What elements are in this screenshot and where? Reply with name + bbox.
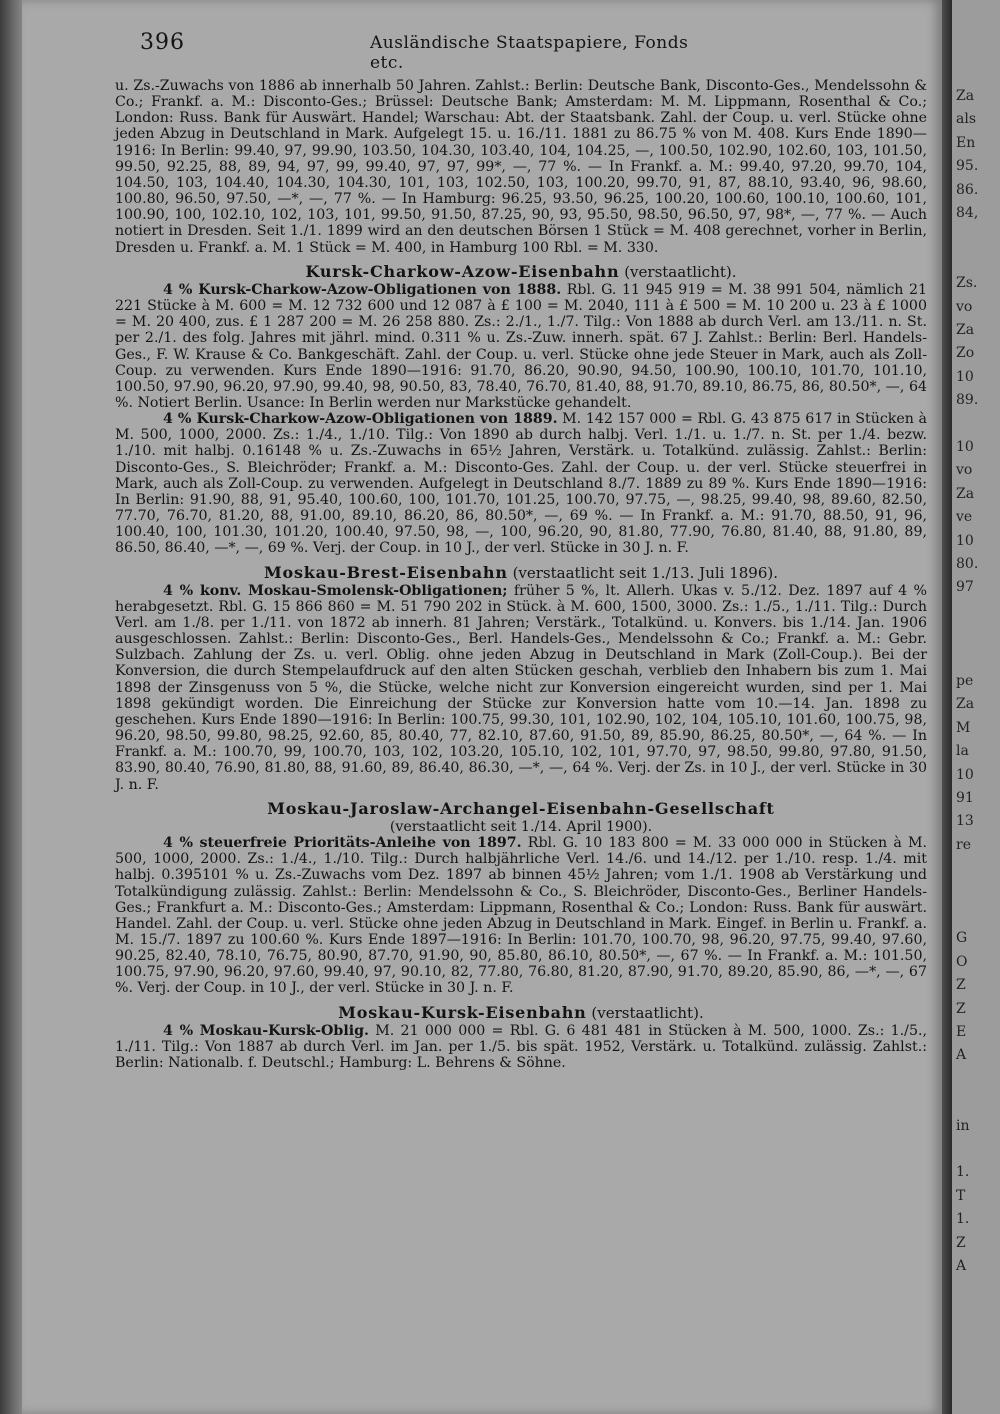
- adjacent-page-fragment: Z: [956, 1234, 966, 1251]
- adjacent-page-fragment: G: [956, 930, 968, 947]
- adjacent-page-fragment: Z: [956, 1000, 966, 1017]
- adjacent-page-fragment: E: [956, 1024, 967, 1040]
- paragraph-lead: 4 % Kursk-Charkow-Azow-Obligationen von 1889.: [163, 411, 558, 428]
- adjacent-page-fragment: Zs.: [956, 275, 978, 292]
- adjacent-page-fragment: 97: [956, 579, 974, 596]
- adjacent-page-fragment: A: [956, 1258, 967, 1274]
- adjacent-page-fragment: vo: [956, 462, 973, 479]
- adjacent-page-fragment: vo: [956, 298, 973, 315]
- adjacent-page-fragment: 10: [956, 532, 974, 549]
- section-heading-note: (verstaatlicht).: [591, 1003, 704, 1022]
- adjacent-page-fragment: En: [956, 134, 976, 151]
- page-body: [115, 78, 927, 1071]
- adjacent-page-fragment: Za: [956, 88, 975, 104]
- adjacent-page-fragment: 84,: [956, 205, 979, 221]
- paragraph-text: Rbl. G. 10 183 800 = M. 33 000 000 in Stücken à M. 500, 1000, 2000. Zs.: 1./4., 1./10. Tilg.: Durch halbjährliche Verl. 14./6. und 14./12. per 1./10. resp. 1./4. mit halbj. 0.395101 % u. Zs.-Zuwachs vom Dez. 1897 ab binnen 45½ Jahren; vom 1./1. 1908 ab Verstärkung und Totalkündigung zulässig. Zahlst.: Berlin: Mendelssohn & Co., S. Bleichröder, Disconto-Ges., Berliner Handels-Ges.; Frankfurt a. M.: Disconto-Ges.; Amsterdam: Lippmann, Rosenthal & Co.; London: Russ. Bank für auswärt. Handel. Zahl. der Coup. u. verl. Stücke ohne jeden Abzug in Deutschland in Mark. Eingef. in Berlin u. Frankf. a. M. 15./7. 1897 zu 100.60 %. Kurs Ende 1897—1916: In Berlin: 101.70, 100.70, 98, 96.20, 97.75, 99.40, 97.60, 90.25, 82.40, 78.10, 76.75, 80.90, 87.70, 91.90, 90, 85.80, 86.10, 80.50*, —, 67 %. — In Frankf. a. M.: 101.50, 100.75, 97.90, 96.20, 97.60, 99.40, 97, 90.10, 82, 77.80, 76.80, 81.20, 87.90, 91.70, 89.20, 85.90, 86, —*, —, 67 %. Verj. der Coup. in 10 J., der verl. Stücke in 30 J. n. F.: [115, 835, 927, 997]
- section-heading-title: Moskau-Brest-Eisenbahn: [263, 562, 508, 582]
- book-gutter: [942, 0, 952, 1414]
- adjacent-page-fragment: 1.: [956, 1211, 970, 1228]
- running-title: Ausländische Staatspapiere, Fonds etc.: [370, 33, 689, 73]
- paragraph-text: Rbl. G. 11 945 919 = M. 38 991 504, nämlich 21 221 Stücke à M. 600 = M. 12 732 600 und 12 087 à £ 100 = M. 2040, 111 à £ 500 = M. 10 200 u. 23 à £ 1000 = M. 20 400, zus. £ 1 287 200 = M. 26 258 880. Zs.: 2./1., 1./7. Tilg.: Von 1888 ab durch Verl. am 13./11. n. St. per 2./1. des folg. Jahres mit jährl. mind. 0.311 % u. Zs.-Zuw. innerh. spät. 67 J. Zahlst.: Berlin: Berl. Handels-Ges., F. W. Krause & Co. Bankgeschäft. Zahl. der Coup. u. verl. Stücke ohne jede Steuer in Mark, auch als Zoll-Coup. zu verwenden. Kurs Ende 1890—1916: 91.70, 86.20, 90.90, 94.50, 100.90, 100.10, 101.70, 101.10, 100.50, 97.90, 96.20, 97.90, 99.40, 98, 90.50, 83, 78.40, 76.70, 81.40, 88, 91.70, 89.10, 86.75, 86, 80.50*, —, 64 %. Notiert Berlin. Usance: In Berlin werden nur Markstücke gehandelt.: [115, 281, 928, 411]
- section-heading: [115, 261, 927, 281]
- paragraph: [115, 78, 927, 256]
- adjacent-page-fragment: pe: [956, 673, 974, 689]
- paragraph-text: M. 142 157 000 = Rbl. G. 43 875 617 in Stücken à M. 500, 1000, 2000. Zs.: 1./4., 1./10. Tilg.: Von 1890 ab durch halbj. Verl. 1./1. u. 1./7. n. St. per 1./4. bezw. 1./10. mit halbj. 0.16148 % u. Zs.-Zuwachs in 65½ Jahren, Verstärk. u. Totalkünd. zulässig. Zahlst.: Berlin: Disconto-Ges., S. Bleichröder; Frankf. a. M.: Disconto-Ges. Zahl. der Coup. u. der verl. Stücke steuerfrei in Mark, auch als Zoll-Coup. zu verwenden. Aufgelegt in Deutschland 8./7. 1889 zu 89 %. Kurs Ende 1890—1916: In Berlin: 91.90, 88, 91, 95.40, 100.60, 100, 101.70, 101.25, 100.70, 97.75, —, 98.25, 99.40, 98, 89.60, 82.50, 77.70, 76.70, 81.20, 88, 91.00, 89.10, 86.20, 86, 80.50*, —, 69 %. — In Frankf. a. M.: 91.70, 88.50, 91, 96, 100.40, 100, 101.30, 101.20, 100.40, 97.50, 98, —, 100, 96.20, 90, 81.80, 77.90, 76.80, 81.40, 88, 91.80, 89, 86.50, 86.40, —*, —, 69 %. Verj. der Coup. in 10 J., der verl. Stücke in 30 J. n. F.: [115, 411, 927, 557]
- adjacent-page-fragment: 95.: [956, 158, 979, 175]
- adjacent-page-fragment: 89.: [956, 392, 979, 409]
- adjacent-page-fragment: 10: [956, 766, 974, 783]
- section-heading: [115, 798, 927, 818]
- page-number: 396: [140, 30, 185, 55]
- adjacent-page-fragment: 10: [956, 368, 974, 385]
- section-heading-title: Moskau-Kursk-Eisenbahn: [338, 1002, 587, 1022]
- adjacent-page-fragment: A: [956, 1047, 967, 1064]
- adjacent-page-fragment: 13: [956, 813, 974, 830]
- adjacent-page-fragment: 91: [956, 790, 974, 806]
- adjacent-page-fragment: O: [956, 953, 968, 970]
- adjacent-page-fragment: 10: [956, 439, 974, 455]
- paragraph-text: früher 5 %, lt. Allerh. Ukas v. 5./12. Dez. 1897 auf 4 % herabgesetzt. Rbl. G. 15 866 860 = M. 51 790 202 in Stück. à M. 600, 1500, 3000. Zs.: 1./5., 1./11. Tilg.: Durch Verl. am 1./8. per 1./11. von 1872 ab innerh. 81 Jahren; Verstärk., Totalkünd. u. Konvers. bis 1./14. Jan. 1906 ausgeschlossen. Zahlst.: Berlin: Disconto-Ges., Berl. Handels-Ges., Mendelssohn & Co.; Frankf. a. M.: Gebr. Sulzbach. Zahlung der Zs. u. verl. Oblig. ohne jeden Abzug in Deutschland in Mark (Zoll-Coup.). Bei der Konversion, die durch Stempelaufdruck auf den alten Stücken geschah, verblieb den Inhabern bis zum 1. Mai 1898 der Zinsgenuss von 5 %, die Stücke, welche nicht zur Konversion eingereicht wurden, sind per 1. Mai 1898 gekündigt worden. Die Einreichung der Stücke zur Konversion hatte vom 10.—14. Jan. 1898 zu geschehen. Kurs Ende 1890—1916: In Berlin: 100.75, 99.30, 101, 102.90, 102, 104, 105.10, 101.60, 100.75, 98, 96.20, 98.50, 99.80, 98.25, 92.60, 85, 80.40, 77, 82.10, 87.60, 91.50, 89, 85.90, 86.25, 80.50*, —, 64 %. — In Frankf. a. M.: 100.70, 99, 100.70, 103, 102, 103.20, 105.10, 102, 101, 97.70, 97, 98.50, 99.80, 97.80, 91.50, 83.90, 80.40, 76.90, 81.80, 88, 91.60, 89, 86.40, 86.30, —*, —, 64 %. Verj. der Zs. in 10 J., der verl. Stücke in 30 J. n. F.: [115, 582, 928, 793]
- adjacent-page-fragment: re: [956, 836, 971, 853]
- adjacent-page-fragment: in: [956, 1117, 970, 1134]
- adjacent-page-fragment: Zo: [956, 345, 975, 362]
- adjacent-page-fragment: Za: [956, 322, 975, 338]
- adjacent-page-fragment: T: [956, 1187, 966, 1204]
- section-heading: [115, 1002, 927, 1022]
- adjacent-page-fragment: als: [956, 111, 977, 128]
- paragraph-text: M. 21 000 000 = Rbl. G. 6 481 481 in Stücken à M. 500, 1000. Zs.: 1./5., 1./11. Tilg.: Von 1887 ab durch Verl. im Jan. per 1./5. bis spät. 1952, Verstärk. u. Totalkünd. zulässig. Zahlst.: Berlin: Nationalb. f. Deutschl.; Hamburg: L. Behrens & Söhne.: [115, 1022, 927, 1072]
- paragraph: [115, 1023, 927, 1071]
- adjacent-page-fragment: ve: [956, 509, 973, 526]
- adjacent-page-fragment: 1.: [956, 1164, 970, 1181]
- section-heading-title: Kursk-Charkow-Azow-Eisenbahn: [305, 261, 620, 281]
- paragraph: [115, 583, 927, 793]
- paragraph-text: u. Zs.-Zuwachs von 1886 ab innerhalb 50 Jahren. Zahlst.: Berlin: Deutsche Bank, Disconto-Ges., Mendelssohn & Co.; Frankf. a. M.: Disconto-Ges.; Brüssel: Deutsche Bank; Amsterdam: M. M. Lippmann, Rosenthal & Co.; London: Russ. Bank für Auswärt. Handel; Warschau: Abt. der Staatsbank. Zahl. der Coup. u. verl. Stücke ohne jeden Abzug in Deutschland in Mark. Aufgelegt 15. u. 16./11. 1881 zu 86.75 % von M. 408. Kurs Ende 1890—1916: In Berlin: 99.40, 97, 99.90, 103.50, 104.30, 103.40, 104, 104.25, —, 100.50, 102.90, 102.60, 103, 101.50, 99.50, 92.25, 88, 89, 94, 97, 99, 99.40, 97, 97, 99*, —, 77 %. — In Frankf. a. M.: 99.40, 97.20, 99.70, 104, 104.50, 103, 104.40, 104.30, 104.30, 101, 103, 102.50, 103, 100.20, 99.70, 91, 87, 88.10, 93.40, 96, 98.60, 100.80, 96.50, 97.50, —*, —, 77 %. — In Hamburg: 96.25, 93.50, 96.25, 100.20, 100.60, 100.10, 100.60, 101, 100.90, 100, 102.10, 102, 103, 101, 99.50, 91.50, 87.25, 90, 93, 95.50, 98.50, 96.50, 97, 98*, —, 77 %. — Auch notiert in Dresden. Seit 1./1. 1899 wird an den deutschen Börsen 1 Stück = M. 408 gerechnet, vorher in Berlin, Dresden u. Frankf. a. M. 1 Stück = M. 400, in Hamburg 100 Rbl. = M. 330.: [115, 78, 927, 256]
- section-subheading: (verstaatlicht seit 1./14. April 1900).: [389, 818, 653, 835]
- paragraph-lead: 4 % konv. Moskau-Smolensk-Obligationen;: [163, 582, 508, 599]
- adjacent-page-fragment: la: [956, 743, 969, 760]
- paragraph: [115, 282, 927, 411]
- adjacent-page-fragment: Za: [956, 485, 975, 502]
- section-heading-title: Moskau-Jaroslaw-Archangel-Eisenbahn-Gesellschaft: [267, 798, 775, 818]
- section-heading: [115, 562, 927, 582]
- paragraph: [115, 835, 927, 997]
- section-heading-note: (verstaatlicht seit 1./13. Juli 1896).: [512, 563, 779, 582]
- page-header: [140, 30, 700, 73]
- adjacent-page-fragment: Z: [956, 977, 966, 994]
- book-binding-shadow: [0, 0, 22, 1414]
- adjacent-page-fragment: 80.: [956, 556, 979, 572]
- paragraph-lead: 4 % Moskau-Kursk-Oblig.: [163, 1022, 369, 1039]
- adjacent-page-fragment: 86.: [956, 181, 979, 198]
- paragraph: [115, 411, 927, 556]
- paragraph-lead: 4 % Kursk-Charkow-Azow-Obligationen von 1888.: [163, 281, 562, 298]
- paragraph-lead: 4 % steuerfreie Prioritäts-Anleihe von 1897.: [163, 835, 522, 852]
- adjacent-page-fragment: M: [956, 719, 971, 736]
- adjacent-page-fragment: Za: [956, 696, 975, 713]
- adjacent-page-edge: [952, 0, 1000, 1414]
- section-heading-note: (verstaatlicht).: [624, 262, 737, 281]
